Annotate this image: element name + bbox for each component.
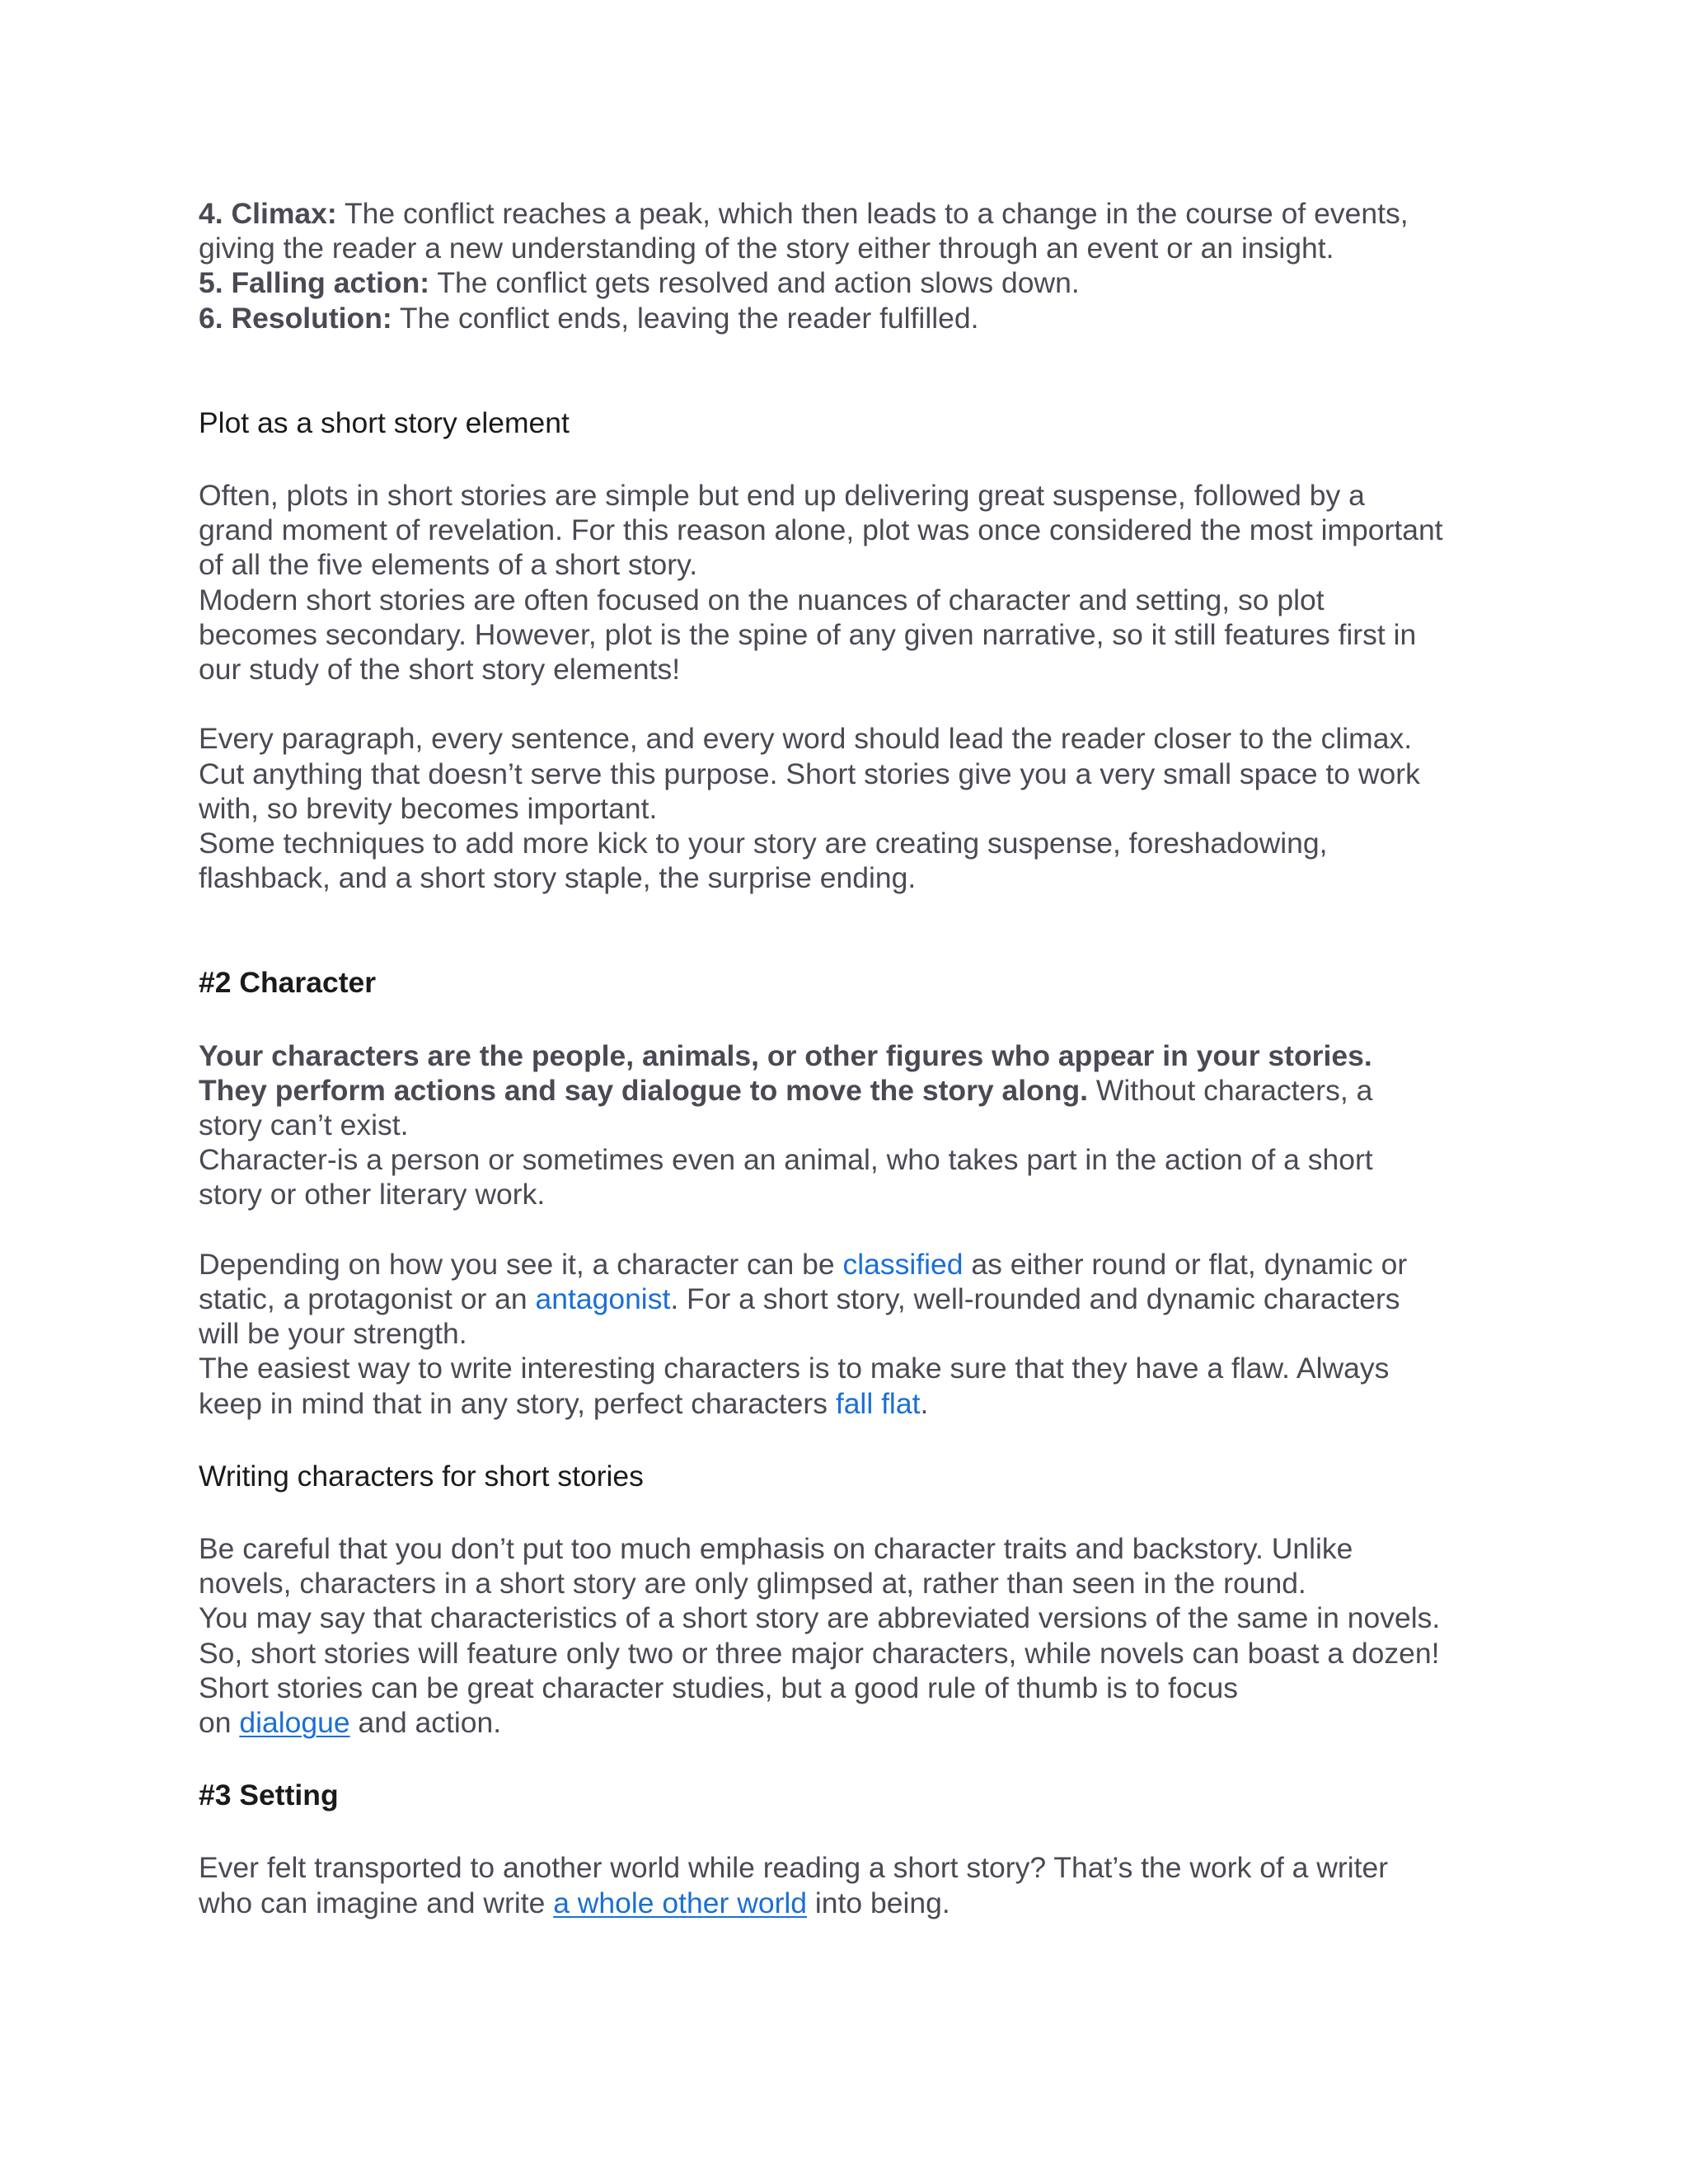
paragraph-line [199,1282,1517,1316]
paragraph-line: Cut anything that doesn’t serve this purpose. Short stories give you a very small space to work [199,757,1420,790]
plain-text: and action. [349,1706,502,1740]
bold-text: They perform actions and say dialogue to move the story along. [199,1073,1089,1107]
paragraph-line: flashback, and a short story staple, the surprise ending. [199,861,917,895]
plot-paragraph-1 [199,478,1517,687]
stage-label: 5. Falling action: [199,266,430,300]
classified-link[interactable]: classified [842,1247,964,1281]
paragraph-line: of all the five elements of a short story. [199,548,698,582]
plot-section-heading: Plot as a short story element [199,405,570,439]
whole-other-world-link[interactable]: a whole other world [553,1886,808,1919]
paragraph-line: Your characters are the people, animals, or other figures who appear in your stories. [199,1038,1372,1072]
list-item-resolution [199,301,1517,335]
fall-flat-link[interactable]: fall flat [835,1386,921,1420]
paragraph-line: will be your strength. [199,1317,467,1351]
paragraph-line [199,1886,1517,1920]
setting-section-heading: #3 Setting [199,1779,339,1812]
paragraph-line: You may say that characteristics of a short story are abbreviated versions of the same in novels. [199,1601,1441,1635]
paragraph-line: story or other literary work. [199,1178,546,1212]
plain-text: as either round or flat, dynamic or [963,1247,1408,1281]
list-item-falling-action [199,265,1517,300]
writing-characters-paragraph [199,1531,1517,1740]
plain-text: Without characters, a [1088,1073,1373,1107]
plain-text: who can imagine and write [199,1886,554,1919]
stage-label: 4. Climax: [199,197,337,230]
paragraph-line: Some techniques to add more kick to your story are creating suspense, foreshadowing, [199,827,1328,860]
paragraph-line [199,1386,1517,1421]
document-page [199,196,1517,1920]
plain-text: into being. [807,1886,950,1919]
paragraph-line: Every paragraph, every sentence, and every word should lead the reader closer to the climax. [199,722,1413,756]
character-section-heading: #2 Character [199,966,377,1000]
plain-text: Depending on how you see it, a character can be [199,1247,843,1281]
plain-text: on [199,1706,240,1740]
plain-text: . For a short story, well-rounded and dynamic characters [670,1282,1400,1316]
list-item-climax-continued: giving the reader a new understanding of the story either through an event or an insight. [199,232,1334,265]
paragraph-line: The easiest way to write interesting characters is to make sure that they have a flaw. Always [199,1352,1390,1385]
paragraph-line: our study of the short story elements! [199,653,681,687]
character-intro-paragraph [199,1038,1517,1212]
character-types-paragraph [199,1247,1517,1421]
paragraph-line: Be careful that you don’t put too much emphasis on character traits and backstory. Unlike [199,1532,1353,1566]
paragraph-line [199,1073,1517,1108]
antagonist-link[interactable]: antagonist [535,1282,671,1316]
paragraph-line: Short stories can be great character studies, but a good rule of thumb is to focus [199,1671,1238,1704]
stage-label: 6. Resolution: [199,301,392,335]
list-item-climax [199,196,1517,231]
plain-text: keep in mind that in any story, perfect characters [199,1386,836,1420]
paragraph-line [199,1705,1517,1740]
paragraph-line: Character-is a person or sometimes even an animal, who takes part in the action of a short [199,1143,1373,1177]
stage-text: The conflict gets resolved and action slows down. [429,266,1080,300]
paragraph-line: Ever felt transported to another world while reading a short story? That’s the work of a writer [199,1851,1389,1885]
paragraph-line [199,1247,1517,1282]
paragraph-line: novels, characters in a short story are only glimpsed at, rather than seen in the round. [199,1567,1306,1601]
writing-characters-heading: Writing characters for short stories [199,1459,644,1493]
stage-text: The conflict ends, leaving the reader fulfilled. [392,301,979,335]
paragraph-line: with, so brevity becomes important. [199,791,658,825]
dialogue-link[interactable]: dialogue [239,1706,350,1740]
paragraph-line: Modern short stories are often focused on the nuances of character and setting, so plot [199,583,1325,616]
paragraph-line: grand moment of revelation. For this reason alone, plot was once considered the most important [199,513,1443,547]
paragraph-line: becomes secondary. However, plot is the spine of any given narrative, so it still features first in [199,617,1417,651]
paragraph-line: story can’t exist. [199,1108,409,1142]
plain-text: static, a protagonist or an [199,1282,536,1316]
plot-stages-list [199,196,1517,335]
paragraph-line: So, short stories will feature only two or three major characters, while novels can boast a dozen! [199,1636,1440,1670]
paragraph-line: Often, plots in short stories are simple but end up delivering great suspense, followed by a [199,479,1365,513]
plain-text: . [920,1386,929,1420]
stage-text: The conflict reaches a peak, which then leads to a change in the course of events, [336,197,1409,230]
plot-paragraph-2 [199,721,1517,895]
setting-paragraph [199,1850,1517,1919]
